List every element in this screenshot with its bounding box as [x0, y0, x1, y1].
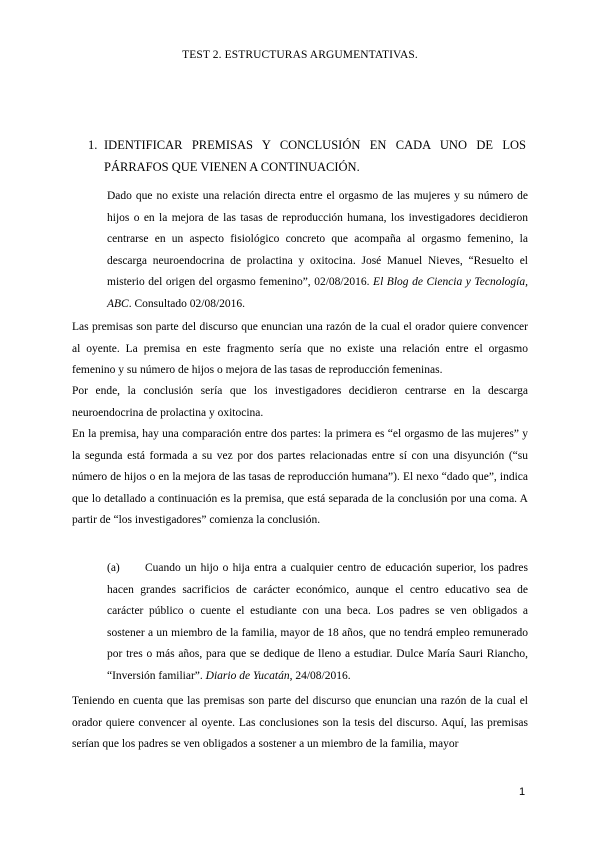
section-number: 1. [88, 138, 98, 152]
section-heading-text: IDENTIFICAR PREMISAS Y CONCLUSIÓN EN CADA UNO DE LOS PÁRRAFOS QUE VIENEN A CONTINUACIÓN. [104, 138, 526, 174]
quoted-passage-1 [107, 186, 528, 315]
item-source: Diario de Yucatán [205, 669, 290, 682]
item-text-block [107, 558, 528, 687]
item-text: Cuando un hijo o hija entra a cualquier centro de educación superior, los padres hacen grandes sacrificios de carácter económico, aunque el centro educativo sea de carácter público o cuente el estudiante con una beca. Los padres se ven obligados a sostener a un miembro de la familia, mayor de 18 años, que no tendrá empleo remunerado por tres o más años, para que se dedique de lleno a estudiar. Dulce María Sauri Riancho, “Inversión familiar”. [107, 562, 528, 682]
answer-paragraph: Las premisas son parte del discurso que enuncian una razón de la cual el orador quiere convencer al oyente. La premisa en este fragmento sería que no existe una relación entre el orgasmo femenino y su número de hijos o mejora de las tasas de reproducción femeninas. [72, 321, 528, 376]
item-label: (a) [107, 562, 120, 574]
exercise-item-a [107, 558, 528, 687]
page-number: 1 [519, 786, 526, 798]
answer-paragraph: Por ende, la conclusión sería que los investigadores decidieron centrarse en la descarga neuroendocrina de prolactina y oxitocina. [72, 385, 528, 419]
item-date: , 24/08/2016. [289, 669, 351, 682]
answer-paragraph: Teniendo en cuenta que las premisas son parte del discurso que enuncian una razón de la cual el orador quiere convencer al oyente. Las conclusiones son la tesis del discurso. Aquí, las premisas serían que los padres se ven obligados a sostener a un miembro de la familia, mayor [72, 695, 528, 750]
section-heading [88, 134, 526, 178]
quote-text: Dado que no existe una relación directa entre el orgasmo de las mujeres y su número de hijos o en la mejora de las tasas de reproducción humana, los investigadores decidieron centrarse en un aspecto fisiológico concreto que acompaña al orgasmo femenino, la descarga neuroendocrina de prolactina y oxitocina. José Manuel Nieves, “Resuelto el misterio del origen del orgasmo femenino”, 02/08/2016. [107, 190, 528, 288]
quote-source: El Blog de Ciencia y Tecnología, ABC [107, 276, 528, 310]
quote-consulted: . Consultado 02/08/2016. [128, 297, 246, 310]
page-title: TEST 2. ESTRUCTURAS ARGUMENTATIVAS. [182, 49, 418, 61]
answer-paragraph: En la premisa, hay una comparación entre dos partes: la primera es “el orgasmo de las mujeres” y la segunda está formada a su vez por dos partes relacionadas entre sí con una disyunción (“su número de hijos o en la mejora de las tasas de reproducción humana”). El nexo “dado que”, indica que lo detallado a continuación es la premisa, que está separada de la conclusión por una coma. A partir de “los investigadores” comienza la conclusión. [72, 428, 528, 526]
